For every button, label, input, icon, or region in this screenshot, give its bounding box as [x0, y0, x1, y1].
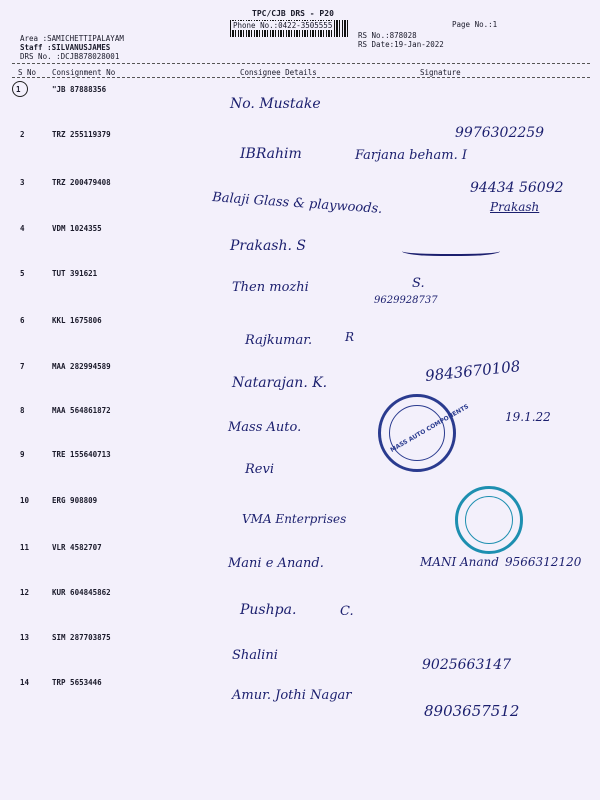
consignment-number: TRP 5653446: [52, 678, 102, 687]
document-title: TPC/CJB DRS - P20: [252, 9, 334, 18]
consignment-number: SIM 287703875: [52, 633, 111, 642]
divider: [12, 77, 590, 78]
row-number: 10: [20, 496, 30, 505]
consignment-number: TUT 391621: [52, 269, 98, 278]
secondary-stamp: [455, 486, 523, 554]
row-number: 13: [20, 633, 30, 642]
page-number: Page No.:1: [452, 20, 498, 29]
consignee-name: Revi: [245, 462, 274, 477]
consignee-name: Shalini: [232, 648, 278, 663]
consignee-name: Balaji Glass & playwoods.: [211, 190, 383, 217]
phone-handwritten: 94434 56092: [470, 180, 564, 196]
row-number: 7: [20, 362, 25, 371]
consignee-name: Mani e Anand.: [228, 556, 324, 571]
rs-number: RS No.:878028: [358, 31, 417, 40]
consignee-signature: 19.1.22: [505, 410, 551, 424]
consignee-signature: R: [345, 330, 355, 344]
consignee-name: VMA Enterprises: [242, 512, 347, 526]
consignee-name: Mass Auto.: [228, 420, 302, 435]
phone-handwritten: 9629928737: [374, 295, 438, 306]
phone-handwritten: 8903657512: [424, 702, 520, 720]
col-details: Consignee Details: [240, 68, 317, 77]
consignment-number: MAA 282994589: [52, 362, 111, 371]
consignment-number: TRE 155640713: [52, 450, 111, 459]
consignee-name: Prakash. S: [230, 238, 306, 254]
row-number: 5: [20, 269, 25, 278]
row-number: 8: [20, 406, 25, 415]
staff-label: Staff :SILVANUSJAMES: [20, 43, 111, 52]
consignee-name: IBRahim: [240, 146, 302, 162]
consignee-name: Pushpa.: [240, 602, 297, 618]
rs-date: RS Date:19-Jan-2022: [358, 40, 444, 49]
consignee-name: Natarajan. K.: [232, 375, 328, 391]
company-stamp: MASS AUTO COMPONENTS: [378, 394, 456, 472]
col-sno: S No: [18, 68, 37, 77]
phone-number: Phone No.:0422-3505555: [233, 21, 333, 30]
signature-scribble: [402, 244, 500, 256]
consignee-signature: Farjana beham. I: [355, 148, 468, 163]
consignee-signature: Prakash: [490, 200, 540, 214]
row-number: 1: [16, 85, 21, 94]
divider: [12, 63, 590, 64]
phone-handwritten: 9976302259: [455, 125, 545, 141]
consignment-number: VDM 1024355: [52, 224, 102, 233]
consignment-number: VLR 4582707: [52, 543, 102, 552]
area-label: Area :SAMICHETTIPALAYAM: [20, 34, 124, 43]
consignee-signature: S.: [412, 276, 425, 291]
phone-handwritten: 9566312120: [505, 555, 582, 569]
col-signature: Signature: [420, 68, 461, 77]
row-number: 2: [20, 130, 25, 139]
consignee-name: Rajkumar.: [245, 333, 313, 348]
consignee-name: Amur. Jothi Nagar: [232, 688, 352, 703]
row-number: 12: [20, 588, 30, 597]
consignment-number: TRZ 255119379: [52, 130, 111, 139]
row-number: 3: [20, 178, 25, 187]
consignee-signature: C.: [340, 604, 354, 619]
row-number: 9: [20, 450, 25, 459]
consignment-number: ERG 908809: [52, 496, 98, 505]
consignment-number: KUR 604845862: [52, 588, 111, 597]
consignment-number: "JB 87888356: [52, 85, 107, 94]
drs-number: DRS No. :DCJB878028001: [20, 52, 120, 61]
phone-handwritten: 9843670108: [424, 357, 522, 385]
consignment-number: KKL 1675806: [52, 316, 102, 325]
row-number: 11: [20, 543, 30, 552]
consignee-name: No. Mustake: [230, 96, 321, 112]
consignee-signature: MANI Anand: [420, 555, 499, 569]
consignee-name: Then mozhi: [232, 280, 309, 295]
row-number: 4: [20, 224, 25, 233]
phone-handwritten: 9025663147: [422, 657, 512, 673]
row-number: 14: [20, 678, 30, 687]
consignment-number: MAA 564861872: [52, 406, 111, 415]
row-number: 6: [20, 316, 25, 325]
consignment-number: TRZ 200479408: [52, 178, 111, 187]
col-consignment: Consignment No: [52, 68, 116, 77]
